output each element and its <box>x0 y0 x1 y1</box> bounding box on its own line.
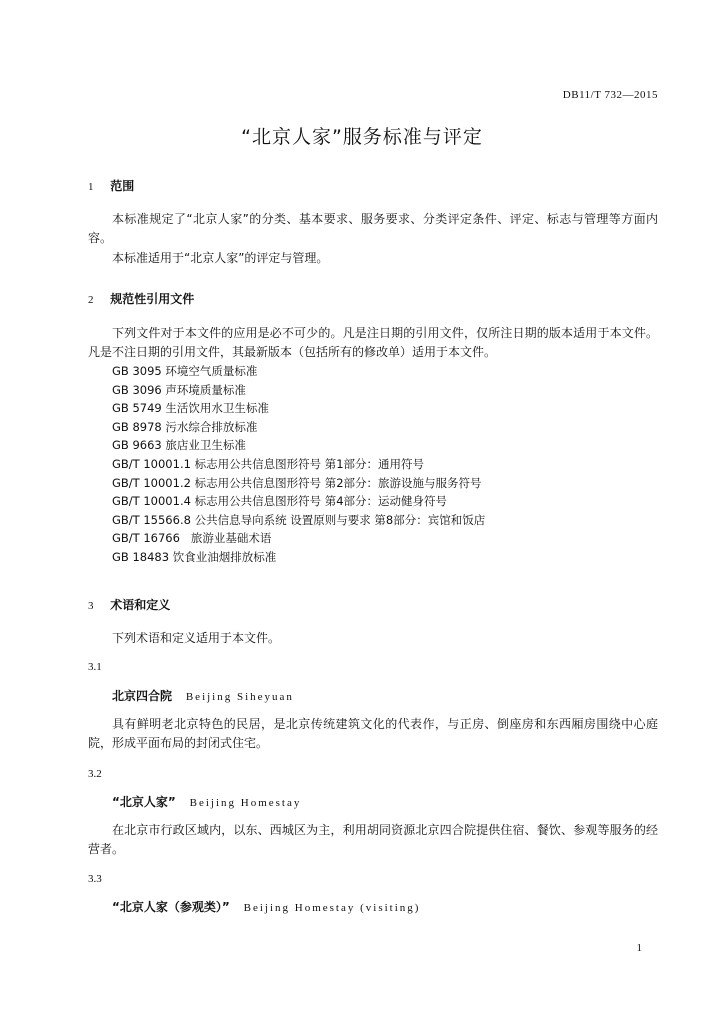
reference-item: GB/T 16766 旅游业基础术语 <box>112 531 272 546</box>
section-number: 1 <box>88 181 94 193</box>
term-heading <box>112 687 294 704</box>
term-definition: 在北京市行政区域内，以东、西城区为主，利用胡同资源北京四合院提供住宿、餐饮、参观等服务的经营者。 <box>88 823 658 856</box>
term-definition: 具有鲜明老北京特色的民居，是北京传统建筑文化的代表作，与正房、倒座房和东西厢房围绕中心庭院，形成平面布局的封闭式住宅。 <box>88 717 658 750</box>
term-en: Beijing Homestay (visiting) <box>243 902 421 914</box>
page-number: 1 <box>636 942 642 954</box>
section-3-intro: 下列术语和定义适用于本文件。 <box>112 631 281 645</box>
term-en: Beijing Homestay <box>189 797 302 809</box>
term-heading <box>112 793 301 810</box>
reference-item: GB 18483 饮食业油烟排放标准 <box>112 549 277 564</box>
reference-item: GB 8978 污水综合排放标准 <box>112 419 258 434</box>
section-title: 术语和定义 <box>110 598 171 612</box>
term-zh: 北京四合院 <box>112 689 173 703</box>
section-number: 3 <box>88 600 94 612</box>
section-1-paragraph-1: 本标准规定了“北京人家”的分类、基本要求、服务要求、分类评定条件、评定、标志与管理等方面内容。 <box>88 212 658 245</box>
document-title: “北京人家”服务标准与评定 <box>241 126 483 148</box>
reference-item: GB 3095 环境空气质量标准 <box>112 364 258 378</box>
reference-item: GB/T 15566.8 公共信息导向系统 设置原则与要求 第8部分：宾馆和饭店 <box>112 512 486 527</box>
section-3-heading <box>88 596 170 613</box>
term-number: 3.2 <box>88 768 102 780</box>
section-number: 2 <box>88 294 94 306</box>
section-2-heading <box>88 290 194 307</box>
term-heading <box>112 898 420 915</box>
standard-code: DB11/T 732—2015 <box>562 89 658 101</box>
section-title: 规范性引用文件 <box>110 292 195 306</box>
reference-item: GB/T 10001.4 标志用公共信息图形符号 第4部分：运动健身符号 <box>112 494 448 509</box>
term-en: Beijing Siheyuan <box>185 691 294 703</box>
reference-item: GB 9663 旅店业卫生标准 <box>112 438 246 453</box>
section-1-paragraph-2: 本标准适用于“北京人家”的评定与管理。 <box>112 251 329 265</box>
term-number: 3.3 <box>88 873 102 885</box>
reference-item: GB 3096 声环境质量标准 <box>112 382 246 397</box>
term-zh: “北京人家（参观类）” <box>112 900 230 914</box>
reference-item: GB/T 10001.1 标志用公共信息图形符号 第1部分：通用符号 <box>112 456 425 471</box>
section-title: 范围 <box>110 179 135 193</box>
term-number: 3.1 <box>88 661 102 673</box>
reference-item: GB 5749 生活饮用水卫生标准 <box>112 401 269 416</box>
section-1-heading <box>88 177 134 194</box>
reference-item: GB/T 10001.2 标志用公共信息图形符号 第2部分：旅游设施与服务符号 <box>112 475 482 490</box>
normative-references-list <box>112 362 485 567</box>
section-2-intro: 下列文件对于本文件的应用是必不可少的。凡是注日期的引用文件，仅所注日期的版本适用于本文件。凡是不注日期的引用文件，其最新版本（包括所有的修改单）适用于本文件。 <box>88 326 658 359</box>
term-zh: “北京人家” <box>112 795 176 809</box>
